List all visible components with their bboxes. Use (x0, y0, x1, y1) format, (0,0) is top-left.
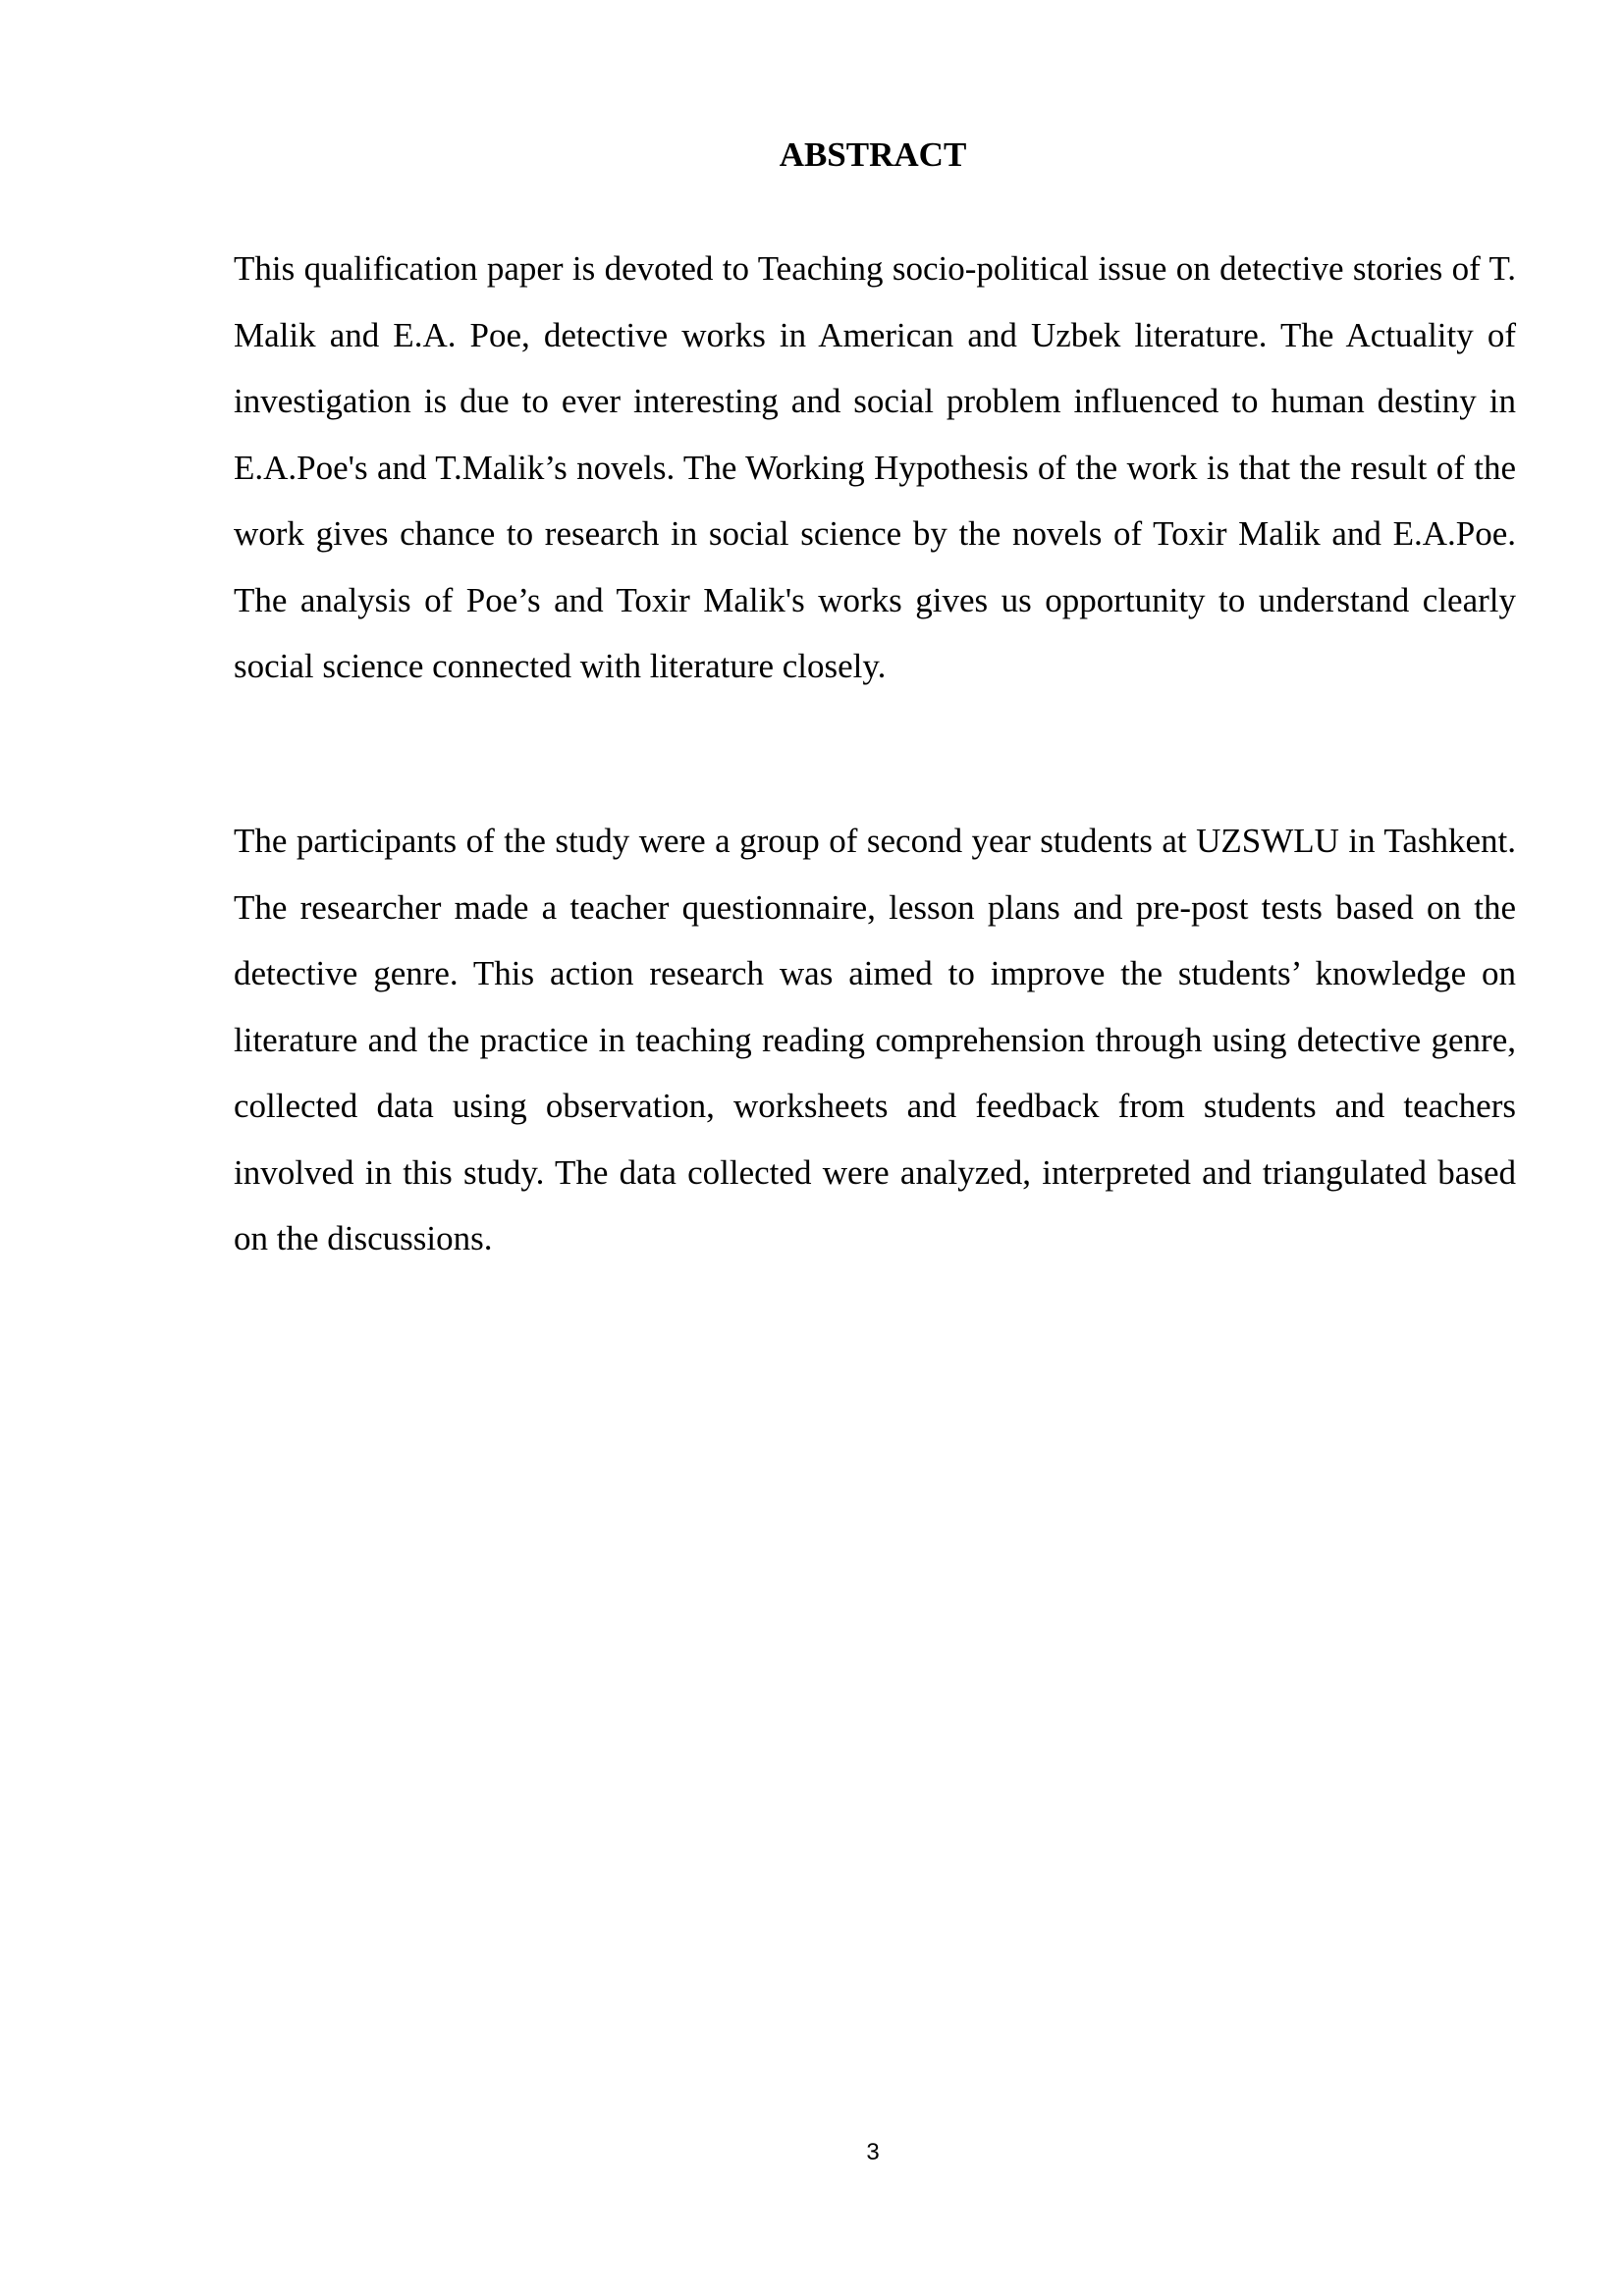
abstract-paragraph-1: This qualification paper is devoted to Teaching socio-political issue on detective stories of T. Malik and E.A. Poe, detective works in American and Uzbek literature. The Actuality of investigation is due to ever interesting and social problem influenced to human destiny in E.A.Poe's and T.Malik’s novels. The Working Hypothesis of the work is that the result of the work gives chance to research in social science by the novels of Toxir Malik and E.A.Poe. The analysis of Poe’s and Toxir Malik's works gives us opportunity to understand clearly social science connected with literature closely. (234, 249, 1516, 685)
abstract-paragraph-2: The participants of the study were a group of second year students at UZSWLU in Tashkent. The researcher made a teacher questionnaire, lesson plans and pre-post tests based on the detective genre. This action research was aimed to improve the students’ knowledge on literature and the practice in teaching reading comprehension through using detective genre, collected data using observation, worksheets and feedback from students and teachers involved in this study. The data collected were analyzed, interpreted and triangulated based on the discussions. (234, 822, 1516, 1257)
page-title: ABSTRACT (779, 135, 967, 174)
page-number: 3 (866, 2139, 880, 2165)
